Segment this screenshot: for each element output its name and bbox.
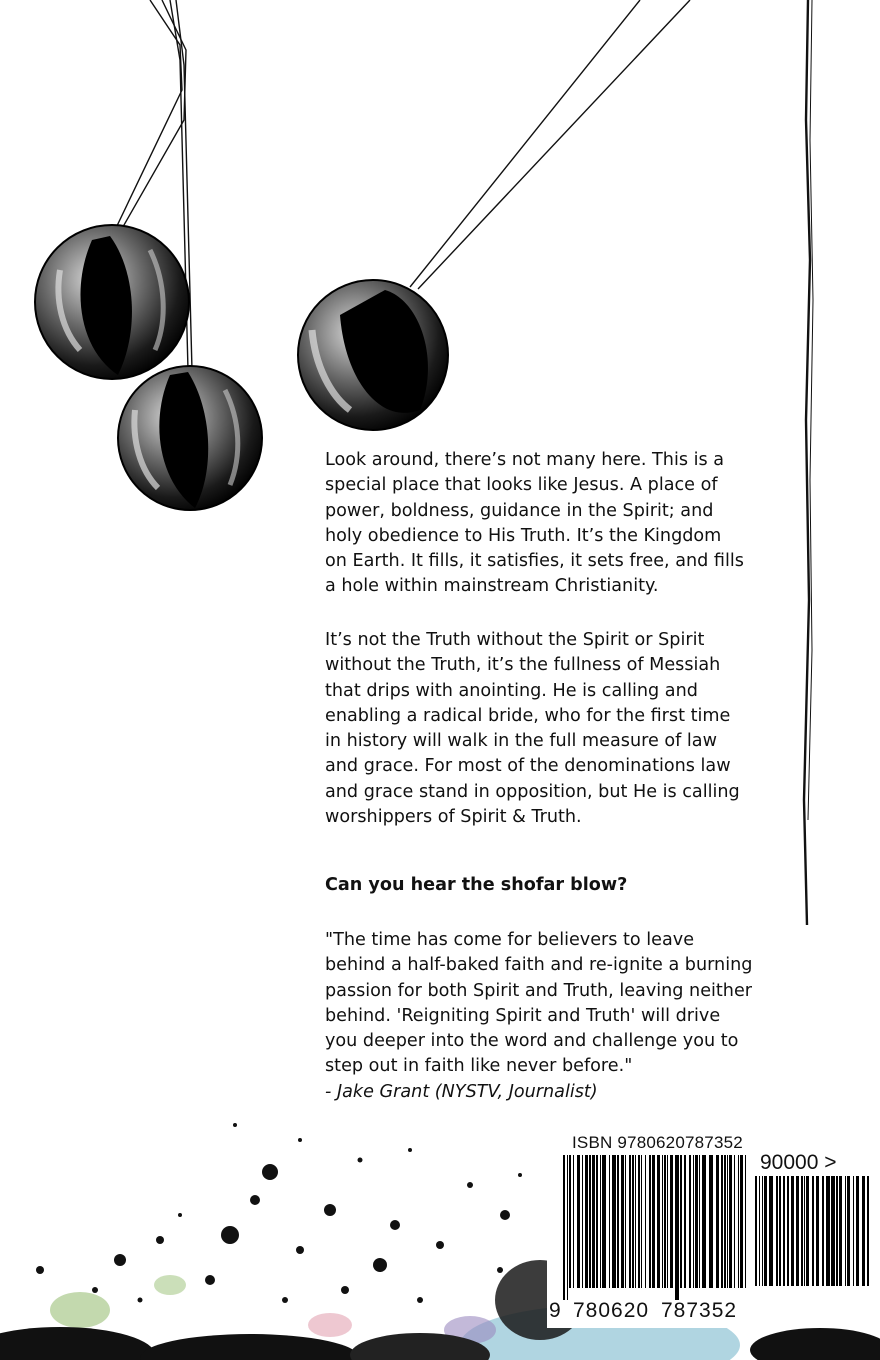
barcode — [563, 1155, 748, 1300]
barcode-digit-first: 9 — [549, 1299, 562, 1322]
hanging-sphere-illustration — [118, 366, 262, 510]
quote-attribution: - Jake Grant (NYSTV, Journalist) — [325, 1081, 598, 1102]
blurb-paragraph-1: Look around, there’s not many here. This is a special place that looks like Jesus. A place of power, boldness, guidance in the Spirit; and holy obedience to His Truth. It’s the Kingdom on Earth. It fills, it satisfies, it sets free, and fills a hole within mainstream Christianity. — [325, 450, 744, 597]
barcode-digits-group-2: 787352 — [661, 1299, 738, 1322]
barcode-digits-group-1: 780620 — [573, 1299, 650, 1322]
barcode-digits — [549, 1299, 749, 1323]
endorsement-quote — [325, 928, 755, 1105]
barcode — [755, 1176, 870, 1298]
hanging-sphere-illustration — [298, 280, 448, 430]
quote-text: "The time has come for believers to leave behind a half-baked faith and re-ignite a burning passion for both Spirit and Truth, leaving neither behind. 'Reigniting Spirit and Truth' will drive you deeper into the word and challenge you to step out in faith like never before." — [325, 930, 753, 1077]
isbn-label: ISBN 9780620787352 — [572, 1133, 743, 1152]
blurb-heading: Can you hear the shofar blow? — [325, 875, 628, 895]
hanging-sphere-illustration — [35, 225, 189, 379]
price-code: 90000 > — [760, 1151, 837, 1174]
blurb-paragraph-2: It’s not the Truth without the Spirit or Spirit without the Truth, it’s the fullness of Messiah that drips with anointing. He is calling and enabling a radical bride, who for the first time in history will walk in the full measure of law and grace. For most of the denominations law and grace stand in opposition, but He is calling worshippers of Spirit & Truth. — [325, 630, 740, 828]
